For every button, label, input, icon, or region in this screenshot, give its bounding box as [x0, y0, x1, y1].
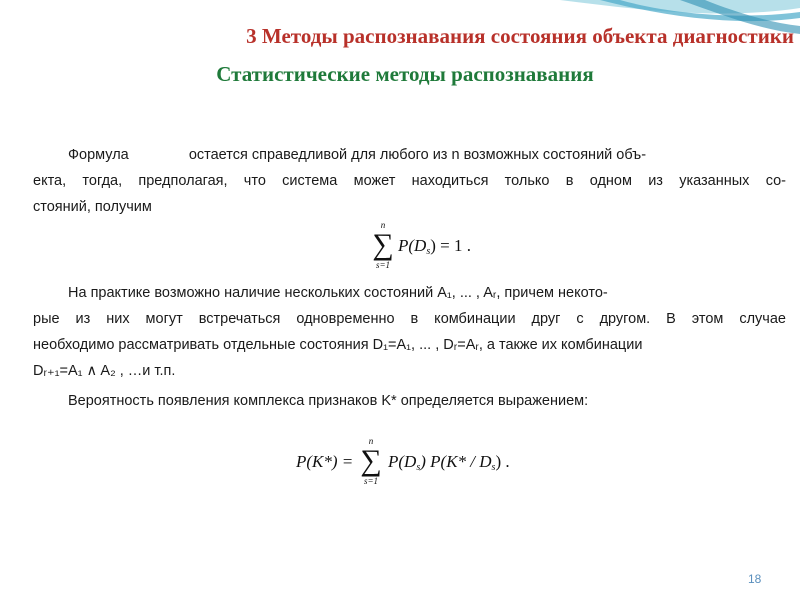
sum-symbol: n ∑ s=1 [372, 220, 394, 270]
paragraph-3-line-1: Вероятность появления комплекса признаков K* определяется выражением: [68, 393, 589, 409]
page-number: 18 [748, 572, 762, 586]
paragraph-2-line-1: На практике возможно наличие нескольких состояний A₁, ... , Aᵣ, причем некото- [68, 285, 608, 301]
scanned-text-block: Формула остается справедливой для любого из n возможных состояний объ- екта, тогда, предполагая, что система может находиться только в одном из указанных со- стояний, получим n ∑ s=1 $P(D_s) = 1$ . На практике возможно наличие нескольких состояний A₁, ... , Aᵣ, причем некото- рые из них могут встречаться одновременно в комбинации друг с другом. В этом случае необходимо рассматривать отдельные состояния D₁=A₁, ... , Dᵣ=Aᵣ, а также их комбинации Dᵣ₊₁=A₁ ∧ A₂ , …и т.п. Вероятность появления комплекса признаков K* определяется выражением: P(K*) = n ∑ s=1 $P(D_s)$ $P(K* / D_s)$ . [0, 134, 800, 496]
slide-title: 3 Методы распознавания состояния объекта диагностики [246, 24, 794, 48]
paragraph-1-line-3: стояний, получим [33, 199, 152, 215]
sum-symbol-2: n ∑ s=1 [360, 436, 382, 486]
slide-subtitle: Статистические методы распознавания [216, 62, 594, 86]
redacted-reference [133, 146, 185, 164]
paragraph-1-line-2: екта, тогда, предполагая, что система может находиться только в одном из указанных со- [33, 173, 786, 189]
formula-word: Формула [68, 147, 129, 163]
paragraph-2-line-3: необходимо рассматривать отдельные состояния D₁=A₁, ... , Dᵣ=Aᵣ, а также их комбинации [33, 337, 643, 353]
paragraph-2-line-2: рые из них могут встречаться одновременно в комбинации друг с другом. В этом случае [33, 311, 786, 327]
paragraph-1-text: остается справедливой для любого из n возможных состояний объ- [188, 147, 647, 163]
paragraph-2-line-4: Dᵣ₊₁=A₁ ∧ A₂ , …и т.п. [33, 363, 176, 379]
paragraph-1-line-1 [68, 144, 786, 166]
